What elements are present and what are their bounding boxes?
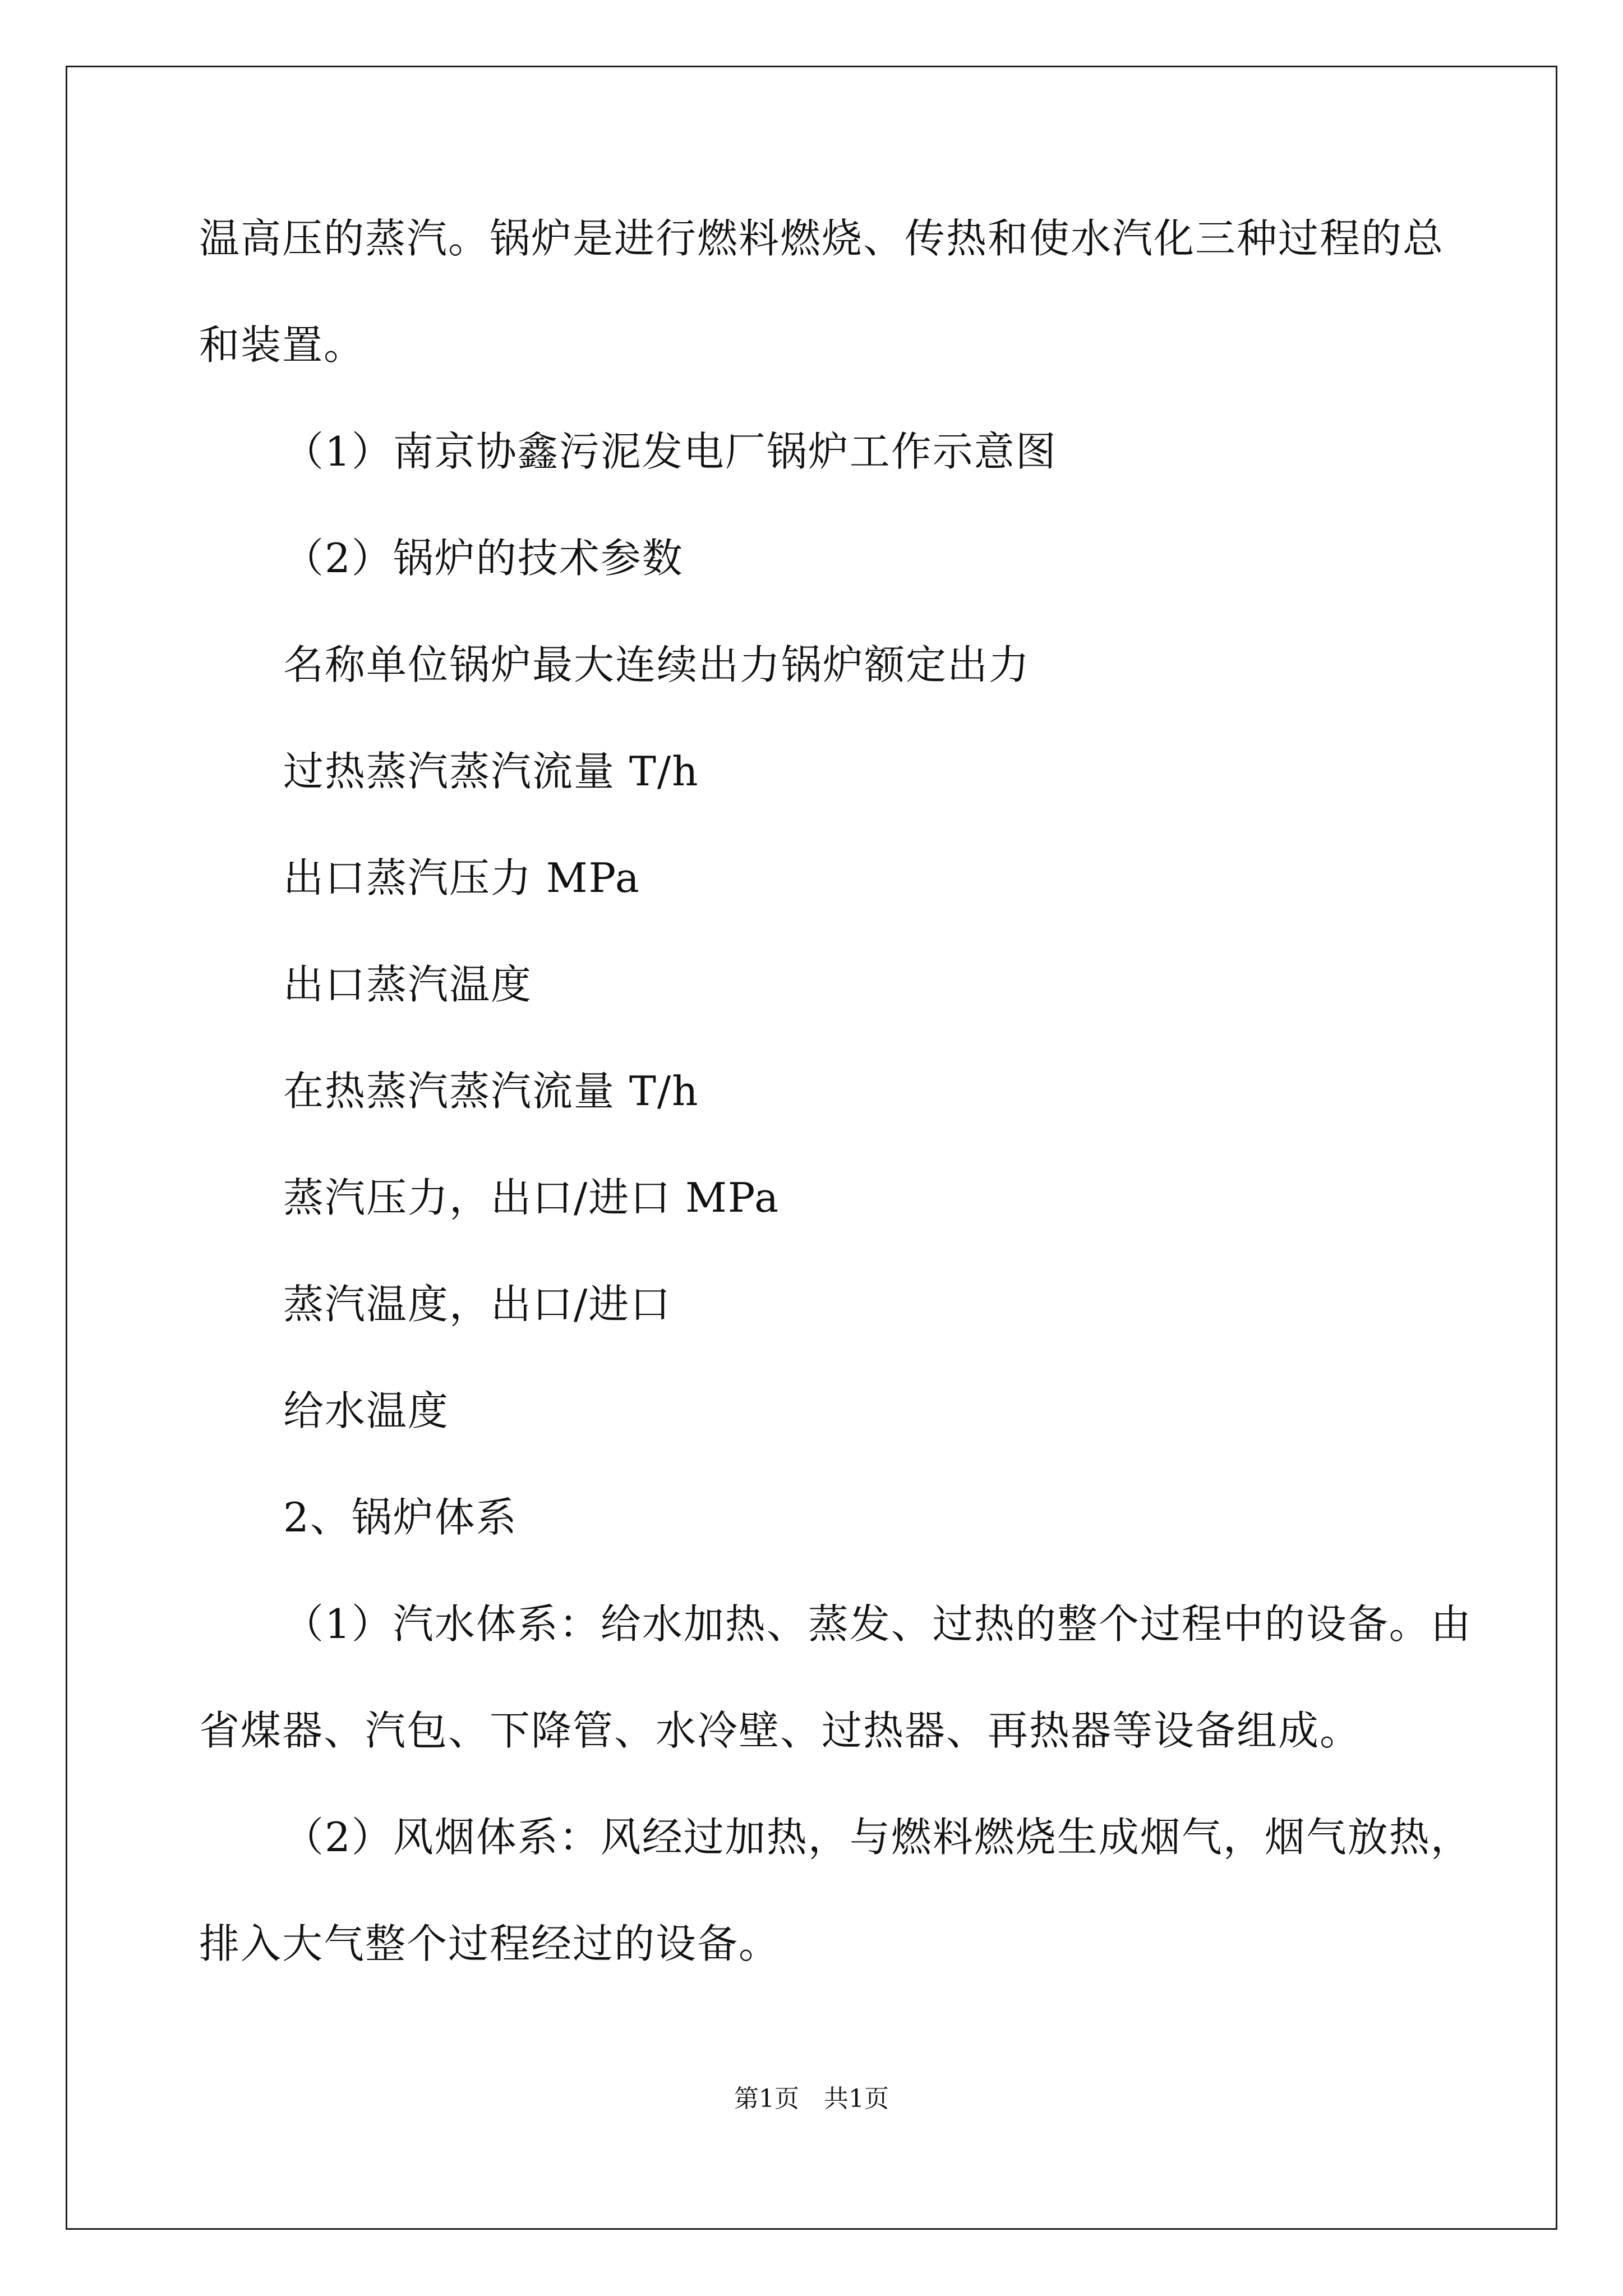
paragraph-line: 和装置。	[199, 321, 366, 369]
parameter-line: 蒸汽温度，出口/进口	[283, 1281, 672, 1328]
paragraph-line: 省煤器、汽包、下降管、水冷壁、过热器、再热器等设备组成。	[199, 1707, 1362, 1754]
parameter-line: 出口蒸汽压力 MPa	[283, 854, 640, 901]
page-footer: 第1页 共1页	[734, 2085, 889, 2113]
paragraph-line: （1）汽水体系：给水加热、蒸发、过热的整个过程中的设备。由	[283, 1600, 1472, 1648]
section-heading: 2、锅炉体系	[283, 1494, 518, 1541]
parameter-line: 在热蒸汽蒸汽流量 T/h	[283, 1068, 699, 1115]
parameter-line: 出口蒸汽温度	[283, 961, 533, 1008]
section-item: （1）南京协鑫污泥发电厂锅炉工作示意图	[283, 428, 1057, 475]
paragraph-line: （2）风烟体系：风经过加热，与燃料燃烧生成烟气，烟气放热，	[283, 1814, 1472, 1861]
paragraph-line: 排入大气整个过程经过的设备。	[199, 1920, 781, 1967]
parameter-line: 蒸汽压力，出口/进口 MPa	[283, 1174, 780, 1221]
paragraph-line: 温高压的蒸汽。锅炉是进行燃料燃烧、传热和使水汽化三种过程的总	[199, 215, 1445, 262]
parameter-line: 过热蒸汽蒸汽流量 T/h	[283, 748, 699, 795]
parameter-line: 给水温度	[283, 1387, 450, 1434]
page-border	[66, 66, 1557, 2230]
parameter-line: 名称单位锅炉最大连续出力锅炉额定出力	[283, 641, 1031, 688]
section-item: （2）锅炉的技术参数	[283, 535, 684, 582]
